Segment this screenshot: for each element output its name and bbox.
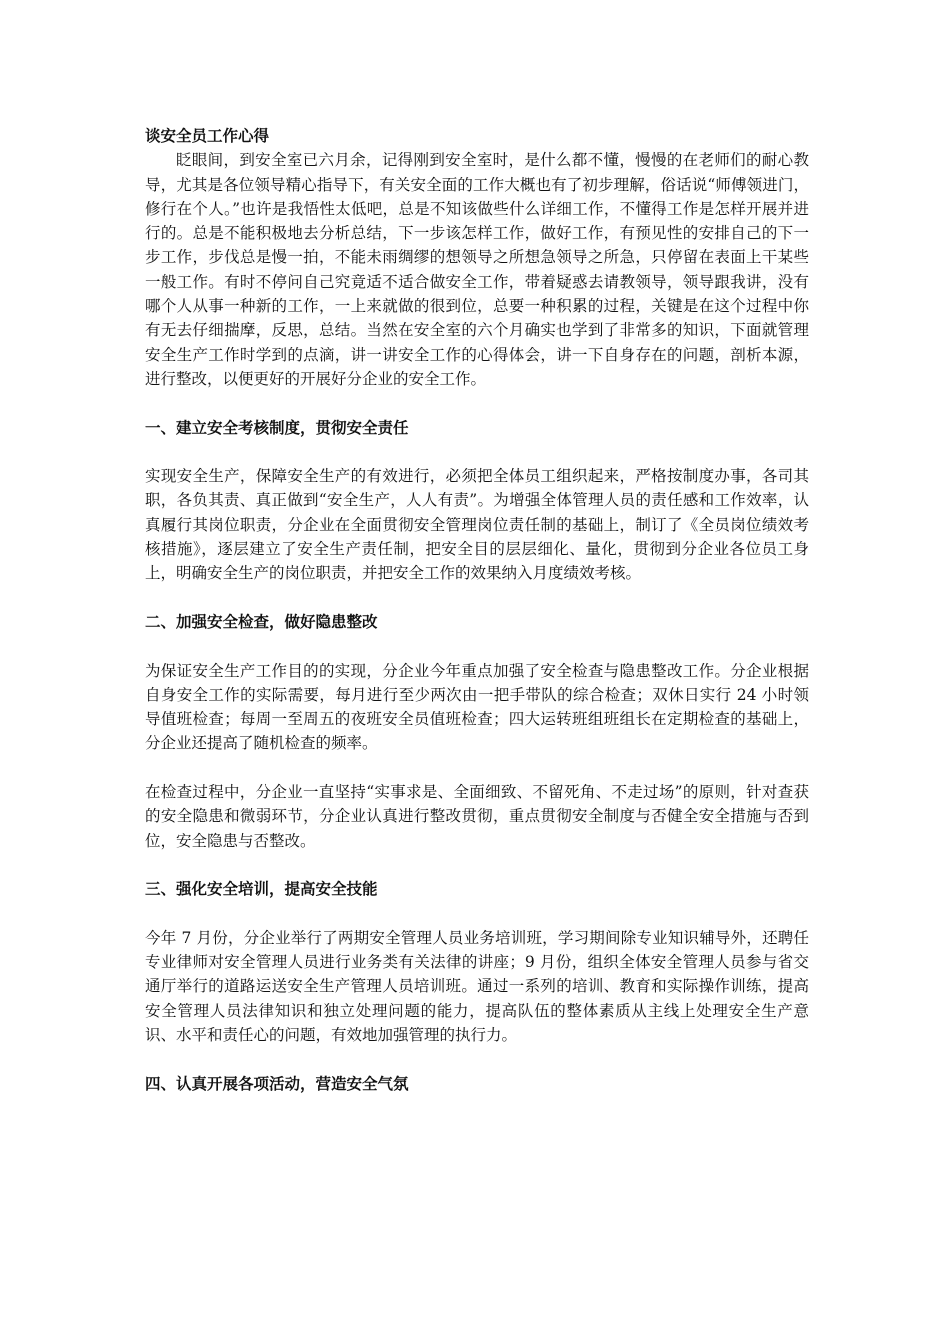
spacer: [145, 902, 809, 926]
spacer: [145, 756, 809, 780]
spacer: [145, 853, 809, 877]
spacer: [145, 586, 809, 610]
section-heading-1: 一、建立安全考核制度，贯彻安全责任: [145, 417, 409, 437]
intro-paragraph: 眨眼间，到安全室已六月余，记得刚到安全室时，是什么都不懂，慢慢的在老师们的耐心教导，尤其是各位领导精心指导下，有关安全面的工作大概也有了初步理解，俗话说“师傅领进门，修行在个人。”也许是我悟性太低吧，总是不知该做些什么详细工作，不懂得工作是怎样开展并进行的。总是不能积极地去分析总结，下一步该怎样工作，做好工作，有预见性的安排自己的下一步工作，步伐总是慢一拍，不能未雨绸缪的想领导之所想急领导之所急，只停留在表面上干某些一般工作。有时不停问自己究竟适不适合做安全工作，带着疑惑去请教领导，领导跟我讲，没有哪个人从事一种新的工作，一上来就做的很到位，总要一种积累的过程，关键是在这个过程中你有无去仔细揣摩，反思，总结。当然在安全室的六个月确实也学到了非常多的知识，下面就管理安全生产工作时学到的点滴，讲一讲安全工作的心得体会，讲一下自身存在的问题，剖析本源，进行整改，以便更好的开展好分企业的安全工作。: [145, 151, 809, 388]
spacer: [145, 634, 809, 658]
section-heading-2: 二、加强安全检查，做好隐患整改: [145, 611, 378, 631]
section-2-paragraph-1: 为保证安全生产工作目的的实现，分企业今年重点加强了安全检查与隐患整改工作。分企业根据自身安全工作的实际需要，每月进行至少两次由一把手带队的综合检查；双休日实行 24 小时领导值班检查；每周一至周五的夜班安全员值班检查；四大运转班组班组长在定期检查的基础上，分企业还提高了随机检查的频率。: [145, 661, 809, 753]
document-page: [145, 124, 809, 1096]
spacer: [145, 1047, 809, 1071]
spacer: [145, 440, 809, 464]
section-1-paragraph-1: 实现安全生产，保障安全生产的有效进行，必须把全体员工组织起来，严格按制度办事，各司其职，各负其责、真正做到“安全生产，人人有责”。为增强全体管理人员的责任感和工作效率，认真履行其岗位职责，分企业在全面贯彻安全管理岗位责任制的基础上，制订了《全员岗位绩效考核措施》，逐层建立了安全生产责任制，把安全目的层层细化、量化，贯彻到分企业各位员工身上，明确安全生产的岗位职责，并把安全工作的效果纳入月度绩效考核。: [145, 467, 809, 583]
section-heading-3: 三、强化安全培训，提高安全技能: [145, 879, 378, 899]
section-3-paragraph-1: 今年 7 月份，分企业举行了两期安全管理人员业务培训班，学习期间除专业知识辅导外，还聘任专业律师对安全管理人员进行业务类有关法律的讲座；9 月份，组织全体安全管理人员参与省交通厅举行的道路运送安全生产管理人员培训班。通过一系列的培训、教育和实际操作训练，提高安全管理人员法律知识和独立处理问题的能力，提高队伍的整体素质从主线上处理安全生产意识、水平和责任心的问题，有效地加强管理的执行力。: [145, 928, 809, 1044]
section-2-paragraph-2: 在检查过程中，分企业一直坚持“实事求是、全面细致、不留死角、不走过场”的原则，针对查获的安全隐患和微弱环节，分企业认真进行整改贯彻，重点贯彻安全制度与否健全安全措施与否到位，安全隐患与否整改。: [145, 783, 809, 850]
spacer: [145, 391, 809, 415]
document-title: 谈安全员工作心得: [145, 126, 270, 145]
section-heading-4: 四、认真开展各项活动，营造安全气氛: [145, 1073, 409, 1093]
